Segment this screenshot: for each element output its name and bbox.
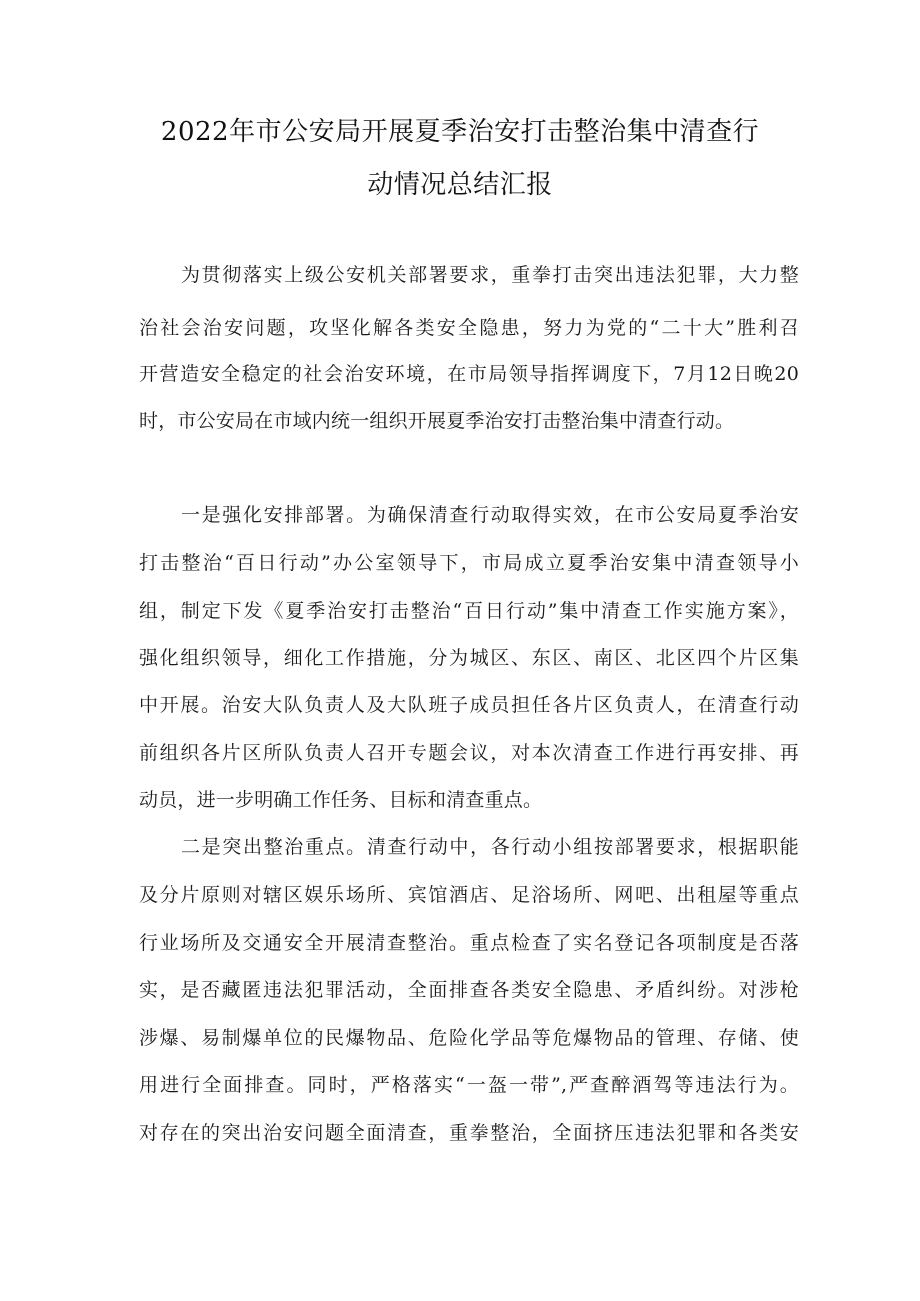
paragraph-2-line-1: 一是强化安排部署。为确保清查行动取得实效，在市公安局夏季治安 (181, 504, 799, 526)
paragraph-3-line-6: 用进行全面排查。同时，严格落实“一盔一带”,严查醉酒驾等违法行为。 (139, 1074, 799, 1096)
paragraph-1-line-1: 为贯彻落实上级公安机关部署要求，重拳打击突出违法犯罪，大力整 (181, 264, 799, 286)
paragraph-3-line-2: 及分片原则对辖区娱乐场所、宾馆酒店、足浴场所、网吧、出租屋等重点 (139, 884, 799, 906)
paragraph-2-line-6: 前组织各片区所队负责人召开专题会议，对本次清查工作进行再安排、再 (139, 742, 799, 764)
paragraph-3-line-3: 行业场所及交通安全开展清查整治。重点检查了实名登记各项制度是否落 (139, 932, 799, 954)
paragraph-2-line-7: 动员，进一步明确工作任务、目标和清查重点。 (139, 789, 543, 811)
paragraph-2-line-2: 打击整治“百日行动”办公室领导下，市局成立夏季治安集中清查领导小 (139, 552, 799, 574)
paragraph-2-line-3: 组，制定下发《夏季治安打击整治“百日行动”集中清查工作实施方案》， (139, 600, 799, 622)
paragraph-3-line-5: 涉爆、易制爆单位的民爆物品、危险化学品等危爆物品的管理、存储、使 (139, 1027, 799, 1049)
paragraph-3-line-1: 二是突出整治重点。清查行动中，各行动小组按部署要求，根据职能 (181, 836, 799, 858)
paragraph-2-line-4: 强化组织领导，细化工作措施，分为城区、东区、南区、北区四个片区集 (139, 647, 799, 669)
paragraph-1-line-2: 治社会治安问题，攻坚化解各类安全隐患，努力为党的“二十大”胜利召 (139, 317, 799, 339)
document-title-line-1: 2022年市公安局开展夏季治安打击整治集中清查行 (160, 117, 760, 147)
paragraph-3-line-7: 对存在的突出治安问题全面清查，重拳整治，全面挤压违法犯罪和各类安 (139, 1122, 799, 1144)
document-title-line-2: 动情况总结汇报 (367, 170, 553, 200)
paragraph-1-line-4: 时，市公安局在市域内统一组织开展夏季治安打击整治集中清查行动。 (139, 410, 735, 432)
paragraph-3-line-4: 实，是否藏匿违法犯罪活动，全面排查各类安全隐患、矛盾纠纷。对涉枪 (139, 979, 799, 1001)
paragraph-2-line-5: 中开展。治安大队负责人及大队班子成员担任各片区负责人，在清查行动 (139, 694, 799, 716)
paragraph-1-line-3: 开营造安全稳定的社会治安环境，在市局领导指挥调度下，7月12日晚20 (139, 363, 799, 385)
